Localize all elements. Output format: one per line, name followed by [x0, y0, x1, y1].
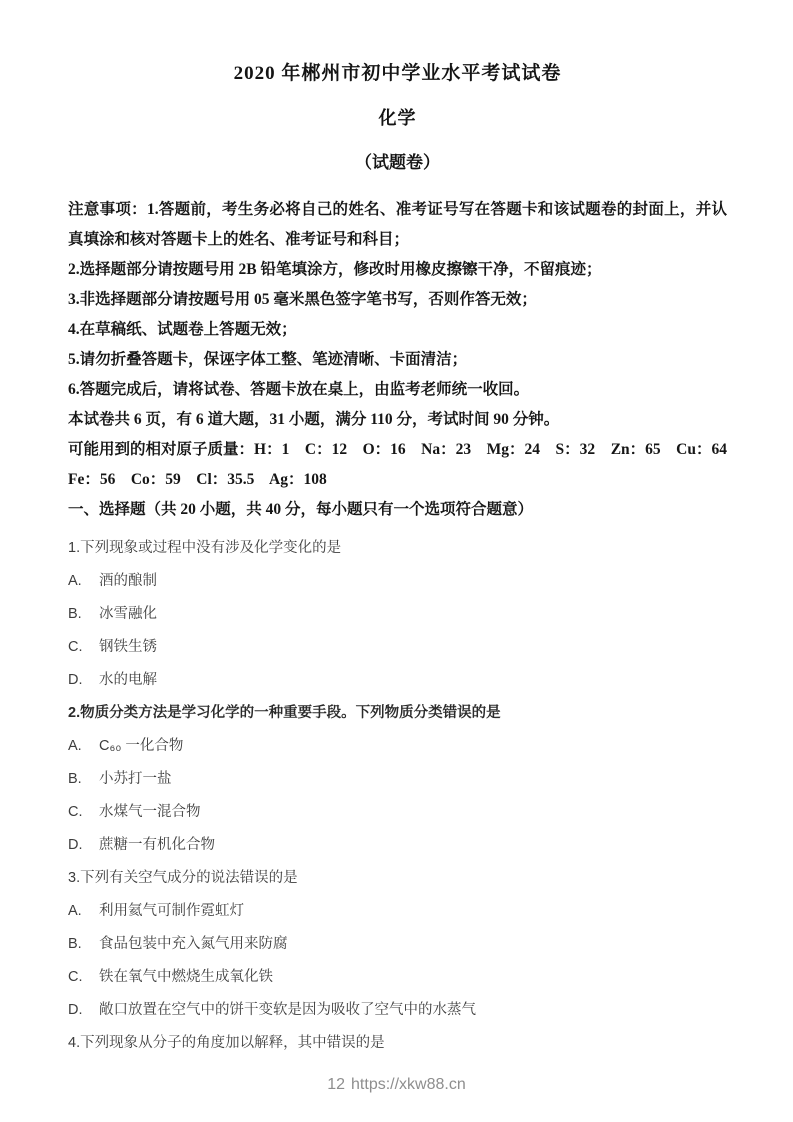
paper-type-label: （试题卷）: [355, 153, 440, 172]
question-1-option-b: [68, 604, 727, 625]
notice-line-5: 5.请勿折叠答题卡，保诬字体工整、笔迹清晰、卡面清洁；: [68, 351, 468, 368]
question-1-option-c: [68, 637, 727, 658]
question-1-option-d: [68, 670, 727, 691]
question-2-option-c: [68, 802, 727, 823]
section-heading: 一、选择题（共 20 小题，共 40 分，每小题只有一个选项符合题意）: [68, 501, 534, 518]
question-3-option-a: [68, 901, 727, 922]
option-label: D.: [68, 1002, 83, 1018]
option-text: 钢铁生锈: [99, 639, 157, 655]
option-text: 敞口放置在空气中的饼干变软是因为吸收了空气中的水蒸气: [99, 1002, 476, 1018]
option-label: A.: [68, 573, 82, 589]
question-2-option-d: [68, 835, 727, 856]
option-text: 水的电解: [99, 672, 157, 688]
question-3-option-d: [68, 1000, 727, 1021]
option-label: B.: [68, 606, 82, 622]
question-1-option-a: [68, 571, 727, 592]
question-2-stem: 2.物质分类方法是学习化学的一种重要手段。下列物质分类错误的是: [68, 705, 501, 721]
notice-line-1: 注意事项：1.答题前，考生务必将自己的姓名、准考证号写在答题卡和该试题卷的封面上，并认真填涂和核对答题卡上的姓名、准考证号和科目；: [68, 201, 727, 248]
paper-summary-line: 本试卷共 6 页，有 6 道大题，31 小题，满分 110 分，考试时间 90 分钟。: [68, 411, 560, 428]
notice-line-3: 3.非选择题部分请按题号用 05 毫米黑色签字笔书写，否则作答无效；: [68, 291, 537, 308]
question-4-stem: 4.下列现象从分子的角度加以解释，其中错误的是: [68, 1035, 385, 1051]
question-2-option-a: [68, 736, 727, 757]
option-text: 利用氦气可制作霓虹灯: [99, 903, 244, 919]
page-title: 2020 年郴州市初中学业水平考试试卷: [233, 63, 562, 84]
option-label: D.: [68, 672, 83, 688]
notice-line-6: 6.答题完成后，请将试卷、答题卡放在桌上，由监考老师统一收回。: [68, 381, 530, 398]
notice-line-2: 2.选择题部分请按题号用 2B 铅笔填涂方，修改时用橡皮擦镲干净，不留痕迹；: [68, 261, 602, 278]
questions-block: [68, 538, 727, 1054]
option-label: A.: [68, 903, 82, 919]
option-text: 铁在氧气中燃烧生成氧化铁: [99, 969, 273, 985]
option-label: B.: [68, 936, 82, 952]
footer-url-link[interactable]: https://xkw88.cn: [351, 1076, 466, 1093]
subject-title: 化学: [378, 108, 417, 128]
notice-block: [68, 195, 743, 525]
page-footer: [0, 1076, 793, 1094]
option-label: C.: [68, 639, 83, 655]
question-2-option-b: [68, 769, 727, 790]
option-label: C.: [68, 969, 83, 985]
question-3-option-b: [68, 934, 727, 955]
question-3-option-c: [68, 967, 727, 988]
page-number: 12: [327, 1076, 346, 1093]
option-text: 冰雪融化: [99, 606, 157, 622]
option-label: A.: [68, 738, 82, 754]
option-text: C₆₀ 一化合物: [99, 738, 184, 754]
option-text: 水煤气一混合物: [99, 804, 201, 820]
option-text: 酒的酿制: [99, 573, 157, 589]
question-3-stem: 3.下列有关空气成分的说法错误的是: [68, 870, 298, 886]
option-label: D.: [68, 837, 83, 853]
option-text: 蔗糖一有机化合物: [99, 837, 215, 853]
option-label: B.: [68, 771, 82, 787]
atomic-masses-line: 可能用到的相对原子质量：H：1 C：12 O：16 Na：23 Mg：24 S：32 Zn：65 Cu：64 Fe：56 Co：59 Cl：35.5 Ag：108: [68, 441, 743, 488]
option-label: C.: [68, 804, 83, 820]
notice-line-4: 4.在草稿纸、试题卷上答题无效；: [68, 321, 297, 338]
question-1-stem: 1.下列现象或过程中没有涉及化学变化的是: [68, 540, 342, 556]
option-text: 小苏打一盐: [99, 771, 172, 787]
option-text: 食品包装中充入氮气用来防腐: [99, 936, 288, 952]
